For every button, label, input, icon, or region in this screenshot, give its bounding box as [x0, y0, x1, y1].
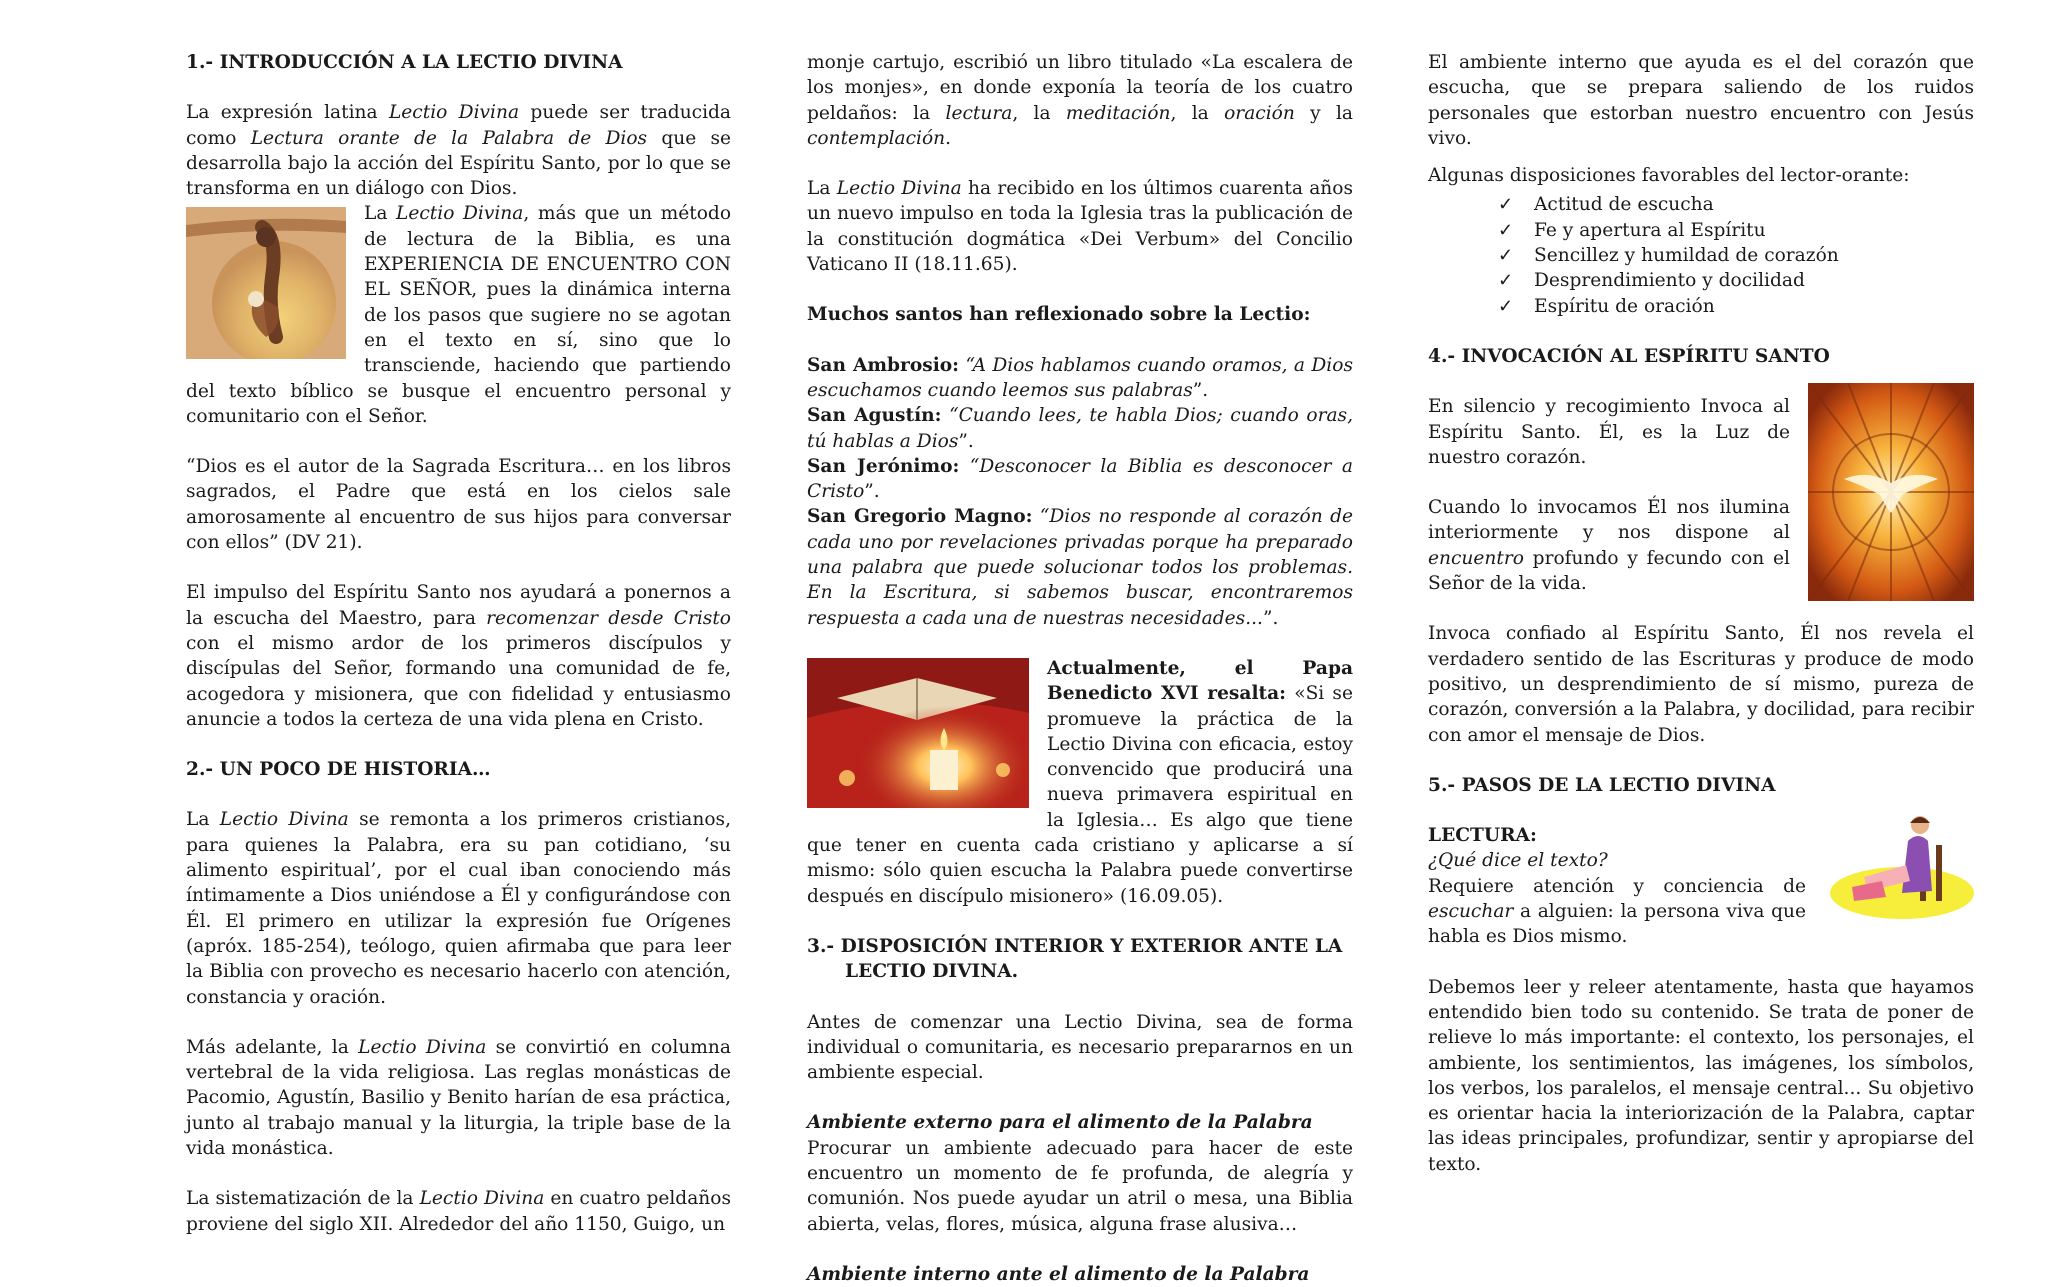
list-item: ✓ Espíritu de oración	[1498, 294, 1974, 319]
paragraph: La expresión latina Lectio Divina puede ser traducida como Lectura orante de la Palabra de Dios que se desarrolla bajo la acción del Espíritu Santo, por lo que se transforma en un diálogo con Dios.	[186, 102, 732, 200]
paragraph: El impulso del Espíritu Santo nos ayudará a ponernos a la escucha del Maestro, para recomenzar desde Cristo con el mismo ardor de los primeros discípulos y discípulas del Señor, formando una comunidad de fe, acogedora y misionera, que con fidelidad y entusiasmo anuncie a todos la certeza de una vida plena en Cristo.	[186, 582, 731, 730]
paragraph: Procurar un ambiente adecuado para hacer de este encuentro un momento de fe profunda, de alegría y comunión. Nos puede ayudar un atril o mesa, una Biblia abierta, velas, flores, música, alguna frase alusiva…	[807, 1137, 1353, 1235]
check-icon: ✓	[1498, 270, 1514, 292]
check-icon: ✓	[1498, 245, 1514, 267]
column-3	[1428, 50, 1974, 1177]
paragraph: La Lectio Divina ha recibido en los últimos cuarenta años un nuevo impulso en toda la Iglesia tras la publicación de la constitución dogmática «Dei Verbum» del Concilio Vaticano II (18.11.65).	[807, 178, 1354, 276]
paragraph: Antes de comenzar una Lectio Divina, sea de forma individual o comunitaria, es necesario prepararnos en un ambiente especial.	[807, 1011, 1353, 1084]
check-icon: ✓	[1498, 295, 1514, 317]
paragraph: Más adelante, la Lectio Divina se convirtió en columna vertebral de la vida religiosa. Las reglas monásticas de Pacomio, Agustín, Basilio y Benito harían de esa práctica, junto al trabajo manual y la liturgia, la triple base de la vida monástica.	[186, 1036, 731, 1159]
saint-quote: San Jerónimo: “Desconocer la Biblia es desconocer a Cristo”.	[807, 455, 1353, 503]
section-heading-invocacion: 4.- INVOCACIÓN AL ESPÍRITU SANTO	[1428, 345, 1830, 367]
paragraph: “Dios es el autor de la Sagrada Escritura… en los libros sagrados, el Padre que está en los cielos sale amorosamente al encuentro de sus hijos para conversar con ellos” (DV 21).	[186, 456, 731, 554]
dispositions-list	[1498, 192, 1974, 318]
section-heading-introduccion: 1.- INTRODUCCIÓN A LA LECTIO DIVINA	[186, 52, 623, 73]
check-icon: ✓	[1498, 194, 1514, 216]
list-item: ✓ Sencillez y humildad de corazón	[1498, 243, 1974, 268]
bible-candle-image	[807, 658, 1029, 808]
check-icon: ✓	[1498, 219, 1514, 241]
section-heading-pasos: 5.- PASOS DE LA LECTIO DIVINA	[1428, 774, 1776, 796]
saints-quotes	[807, 353, 1353, 631]
saint-quote: San Gregorio Magno: “Dios no responde al corazón de cada uno por revelaciones privadas porque ha preparado una palabra que puede solucionar todos los problemas. En la Escritura, si sabemos buscar, encontraremos respuesta a cada una de nuestras necesidades...”.	[807, 506, 1353, 629]
paragraph: Actualmente, el Papa Benedicto XVI resalta: «Si se promueve la práctica de la Lectio Divina con eficacia, estoy convencido que producirá una nueva primavera espiritual en la Iglesia… Es algo que tiene que tener en cuenta cada cristiano y aplicarse a sí mismo: sólo quien escucha la Palabra puede convertirse después en discípulo misionero» (16.09.05).	[807, 657, 1353, 907]
paragraph: El ambiente interno que ayuda es el del corazón que escucha, que se prepara saliendo de los ruidos personales que estorban nuestro encuentro con Jesús vivo.	[1428, 52, 1974, 149]
paragraph: Requiere atención y conciencia de escuchar a alguien: la persona viva que habla es Dios mismo.	[1428, 875, 1806, 948]
holy-spirit-dove-image	[1808, 383, 1974, 601]
paragraph: En silencio y recogimiento Invoca al Espíritu Santo. Él, es la Luz de nuestro corazón.	[1428, 396, 1790, 468]
saint-quote: San Agustín: “Cuando lees, te habla Dios; cuando oras, tú hablas a Dios”.	[807, 405, 1354, 452]
list-item: ✓ Actitud de escucha	[1498, 192, 1974, 217]
list-item: ✓ Fe y apertura al Espíritu	[1498, 218, 1974, 243]
list-item: ✓ Desprendimiento y docilidad	[1498, 268, 1974, 293]
reader-image	[1824, 811, 1974, 923]
saints-heading: Muchos santos han reflexionado sobre la Lectio:	[807, 304, 1311, 326]
column-1	[186, 50, 731, 1237]
paragraph: Invoca confiado al Espíritu Santo, Él nos revela el verdadero sentido de las Escrituras y produce de modo positivo, un desprendimiento de sí mismo, pureza de corazón, conversión a la Palabra, y docilidad, para recibir con amor el mensaje de Dios.	[1428, 623, 1974, 746]
column-2	[807, 50, 1353, 1287]
paragraph: Debemos leer y releer atentamente, hasta que hayamos entendido bien todo su contenido. Se trata de poner de relieve lo más importante: el contexto, los personajes, el ambiente, los sentimientos, las imágenes, los símbolos, los verbos, los paralelos, el mensaje central... Su objetivo es orientar hacia la interiorización de la Palabra, captar las ideas principales, profundizar, sentir y apropiarse del texto.	[1428, 976, 1974, 1175]
paragraph: La Lectio Divina, más que un método de lectura de la Biblia, es una EXPERIENCIA DE ENCUENTRO CON EL SEÑOR, pues la dinámica interna de los pasos que sugiere no se agotan en el texto en sí, sino que lo transciende, haciendo que partiendo del texto bíblico se busque el encuentro personal y comunitario con el Señor.	[186, 203, 732, 427]
paragraph: Cuando lo invocamos Él nos ilumina interiormente y nos dispone al encuentro profundo y fecundo con el Señor de la vida.	[1428, 497, 1790, 595]
section-heading-disposicion: 3.- DISPOSICIÓN INTERIOR Y EXTERIOR ANTE LA LECTIO DIVINA.	[807, 935, 1343, 983]
paragraph: La Lectio Divina se remonta a los primeros cristianos, para quienes la Palabra, era su pan cotidiano, ‘su alimento espiritual’, por el cual iban conociendo más íntimamente a Dios uniéndose a Él y configurándose con Él. El primero en utilizar la expresión fue Orígenes (apróx. 185-254), teólogo, quien afirmaba que para leer la Biblia con provecho es necesario hacerlo con atención, constancia y oración.	[186, 809, 732, 1008]
benedicto-block	[807, 656, 1353, 909]
paragraph: monje cartujo, escribió un libro titulado «La escalera de los monjes», en donde exponía la teoría de los cuatro peldaños: la lectura, la meditación, la oración y la contemplación.	[807, 52, 1354, 149]
paragraph: La sistematización de la Lectio Divina en cuatro peldaños proviene del siglo XII. Alrededor del año 1150, Guigo, un	[186, 1188, 731, 1235]
section-heading-historia: 2.- UN POCO DE HISTORIA…	[186, 759, 491, 781]
paragraph: Algunas disposiciones favorables del lector-orante:	[1428, 165, 1910, 187]
subheading-ambiente-externo: Ambiente externo para el alimento de la Palabra	[807, 1112, 1313, 1134]
crucifix-image	[186, 207, 346, 359]
lectura-question: ¿Qué dice el texto?	[1428, 850, 1608, 872]
lectura-block	[1428, 823, 1974, 949]
saint-quote: San Ambrosio: “A Dios hablamos cuando oramos, a Dios escuchamos cuando leemos sus palabras”.	[807, 354, 1353, 401]
lectura-title: LECTURA:	[1428, 825, 1537, 847]
subheading-ambiente-interno: Ambiente interno ante el alimento de la Palabra	[807, 1263, 1310, 1285]
